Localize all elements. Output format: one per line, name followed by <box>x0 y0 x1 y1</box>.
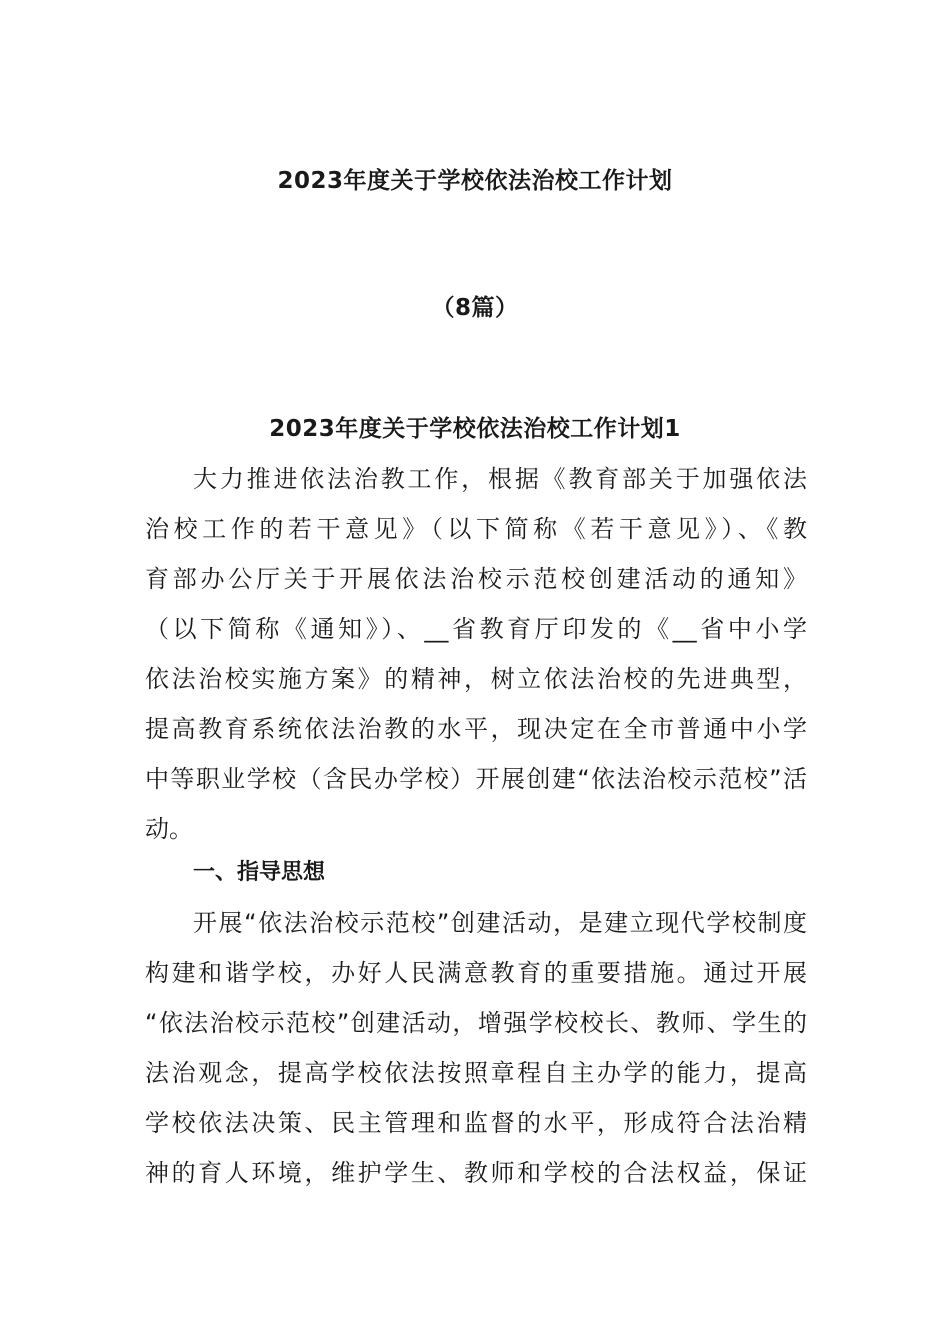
paragraph-line: 神的育人环境，维护学生、教师和学校的合法权益，保证 <box>145 1159 807 1187</box>
paragraph-line: 育部办公厅关于开展依法治校示范校创建活动的通知》 <box>145 565 807 593</box>
main-title: 2023年度关于学校依法治校工作计划 <box>277 168 673 194</box>
section-title: 2023年度关于学校依法治校工作计划1 <box>269 416 681 442</box>
count-label: （8篇） <box>431 295 519 321</box>
paragraph-line: 提高教育系统依法治教的水平，现决定在全市普通中小学 <box>145 715 807 743</box>
paragraph-line: 法治观念，提高学校依法按照章程自主办学的能力，提高 <box>145 1059 807 1087</box>
paragraph-line: 治校工作的若干意见》（以下简称《若干意见》）、《教 <box>145 515 807 543</box>
paragraph-line: 学校依法决策、民主管理和监督的水平，形成符合法治精 <box>145 1109 807 1137</box>
paragraph-1 <box>145 454 807 854</box>
paragraph-line: “依法治校示范校”创建活动，增强学校校长、教师、学生的 <box>145 1009 807 1037</box>
paragraph-line: 大力推进依法治教工作，根据《教育部关于加强依法 <box>193 465 807 493</box>
heading-guiding-ideology: 一、指导思想 <box>193 860 326 885</box>
paragraph-line: 构建和谐学校，办好人民满意教育的重要措施。通过开展 <box>145 959 807 987</box>
paragraph-line: 中等职业学校（含民办学校）开展创建“依法治校示范校”活 <box>145 765 807 793</box>
paragraph-line: （以下简称《通知》）、__省教育厅印发的《__省中小学 <box>145 615 807 643</box>
paragraph-line: 开展“依法治校示范校”创建活动，是建立现代学校制度 <box>193 909 807 937</box>
paragraph-2 <box>145 898 807 1198</box>
paragraph-line: 依法治校实施方案》的精神，树立依法治校的先进典型， <box>145 665 807 693</box>
paragraph-line: 动。 <box>145 815 193 843</box>
